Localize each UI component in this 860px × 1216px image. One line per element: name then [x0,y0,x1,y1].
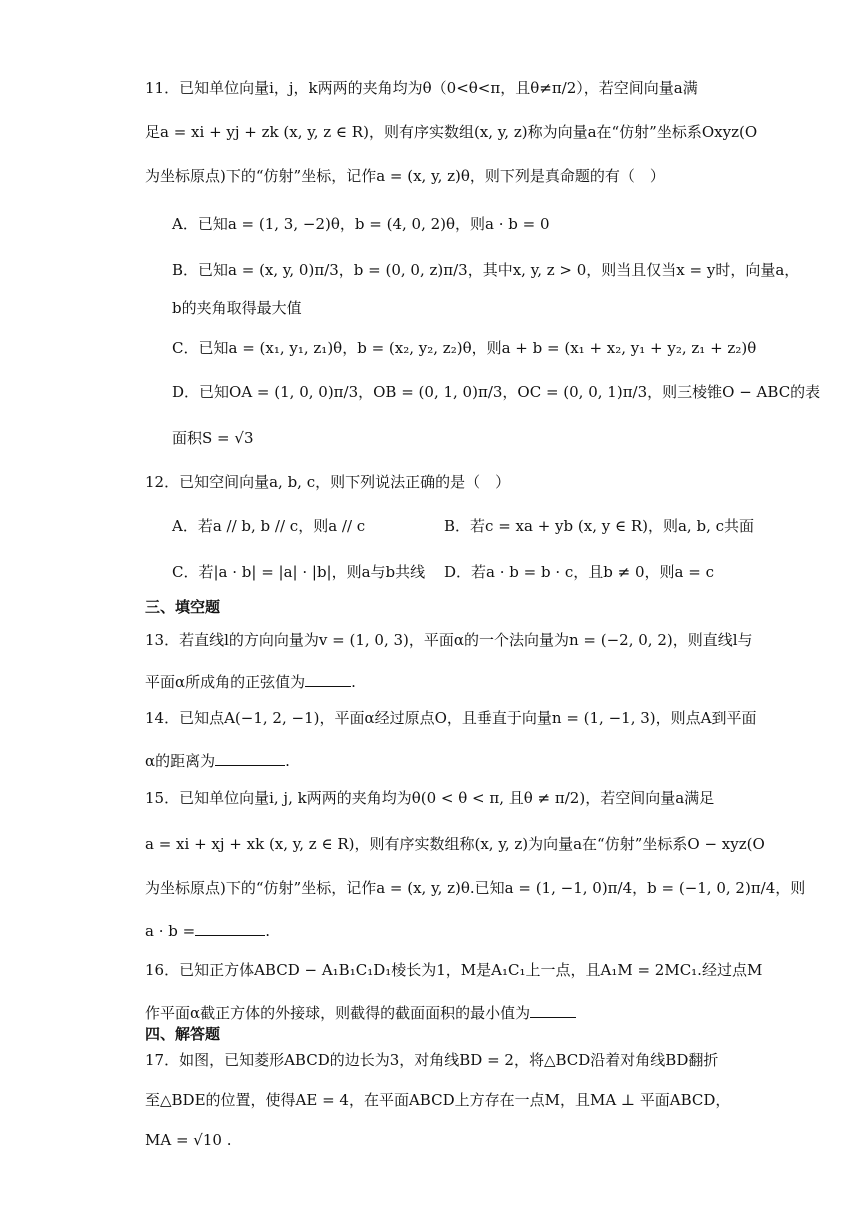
q11-option-b-line-1: B．已知a = (x, y, 0)π/3，b = (0, 0, z)π/3，其中x, y, z > 0，则当且仅当x = y时，向量a， [172,261,800,279]
q11-option-b-line-2: b的夹角取得最大值 [172,299,302,317]
q17-line-3: MA = √10 . [145,1131,232,1149]
q13-line-2 [145,671,356,692]
q17-line-1: 17．如图，已知菱形ABCD的边长为3，对角线BD = 2，将△BCD沿着对角线BD翻折 [145,1051,719,1069]
q11-option-c: C．已知a = (x₁, y₁, z₁)θ，b = (x₂, y₂, z₂)θ，则a + b = (x₁ + x₂, y₁ + y₂, z₁ + z₂)θ [172,339,757,357]
q12-option-a: A．若a // b, b // c，则a // c [172,517,366,535]
q11-line-1: 11．已知单位向量i，j，k两两的夹角均为θ（0<θ<π，且θ≠π/2），若空间向量a满 [145,79,698,97]
section-fill-in-heading: 三、填空题 [145,598,221,616]
q16-line-1: 16．已知正方体ABCD − A₁B₁C₁D₁棱长为1，M是A₁C₁上一点，且A₁M = 2MC₁.经过点M [145,961,763,979]
q11-option-d-line-1: D．已知OA = (1, 0, 0)π/3，OB = (0, 1, 0)π/3，OC = (0, 0, 1)π/3，则三棱锥O − ABC的表 [172,383,821,401]
q16-line-2-text: 作平面α截正方体的外接球，则截得的截面面积的最小值为 [145,1004,531,1022]
q14-line-1: 14．已知点A(−1, 2, −1)，平面α经过原点O，且垂直于向量n = (1, −1, 3)，则点A到平面 [145,709,757,727]
q15-line-1: 15．已知单位向量i, j, k两两的夹角均为θ(0 < θ < π, 且θ ≠ π/2)，若空间向量a满足 [145,789,715,807]
q14-line-2 [145,750,290,771]
q11-line-2: 足a = xi + yj + zk (x, y, z ∈ R)，则有序实数组(x, y, z)称为向量a在“仿射”坐标系Oxyz(O [145,123,758,141]
q11-line-3: 为坐标原点)下的“仿射”坐标，记作a = (x, y, z)θ，则下列是真命题的有（ ） [145,167,665,185]
q12-option-c: C．若|a · b| = |a| · |b|，则a与b共线 [172,563,426,581]
q15-end-period: . [265,922,270,940]
q13-end-period: . [351,673,356,691]
q15-line-4-text: a · b = [145,922,196,940]
q15-line-4 [145,920,270,941]
q12-stem: 12．已知空间向量a, b, c，则下列说法正确的是（ ） [145,473,511,491]
q16-answer-blank[interactable] [530,1002,576,1018]
q16-line-2 [145,1002,576,1023]
q11-option-d-line-2: 面积S = √3 [172,429,254,447]
q15-answer-blank[interactable] [195,920,265,936]
q14-line-2-text: α的距离为 [145,752,216,770]
q12-option-b: B．若c = xa + yb (x, y ∈ R)，则a, b, c共面 [444,517,755,535]
q13-line-2-text: 平面α所成角的正弦值为 [145,673,306,691]
q15-line-3: 为坐标原点)下的“仿射”坐标，记作a = (x, y, z)θ.已知a = (1, −1, 0)π/4，b = (−1, 0, 2)π/4，则 [145,879,806,897]
q14-answer-blank[interactable] [215,750,285,766]
q11-option-a: A．已知a = (1, 3, −2)θ，b = (4, 0, 2)θ，则a · b = 0 [172,215,550,233]
q17-line-2: 至△BDE的位置，使得AE = 4，在平面ABCD上方存在一点M，且MA ⊥ 平面ABCD， [145,1091,731,1109]
q13-line-1: 13．若直线l的方向向量为v = (1, 0, 3)，平面α的一个法向量为n = (−2, 0, 2)，则直线l与 [145,631,753,649]
q13-answer-blank[interactable] [305,671,351,687]
q12-option-d: D．若a · b = b · c，且b ≠ 0，则a = c [444,563,714,581]
q15-line-2: a = xi + xj + xk (x, y, z ∈ R)，则有序实数组称(x, y, z)为向量a在“仿射”坐标系O − xyz(O [145,835,765,853]
section-answer-heading: 四、解答题 [145,1025,221,1043]
q14-end-period: . [285,752,290,770]
